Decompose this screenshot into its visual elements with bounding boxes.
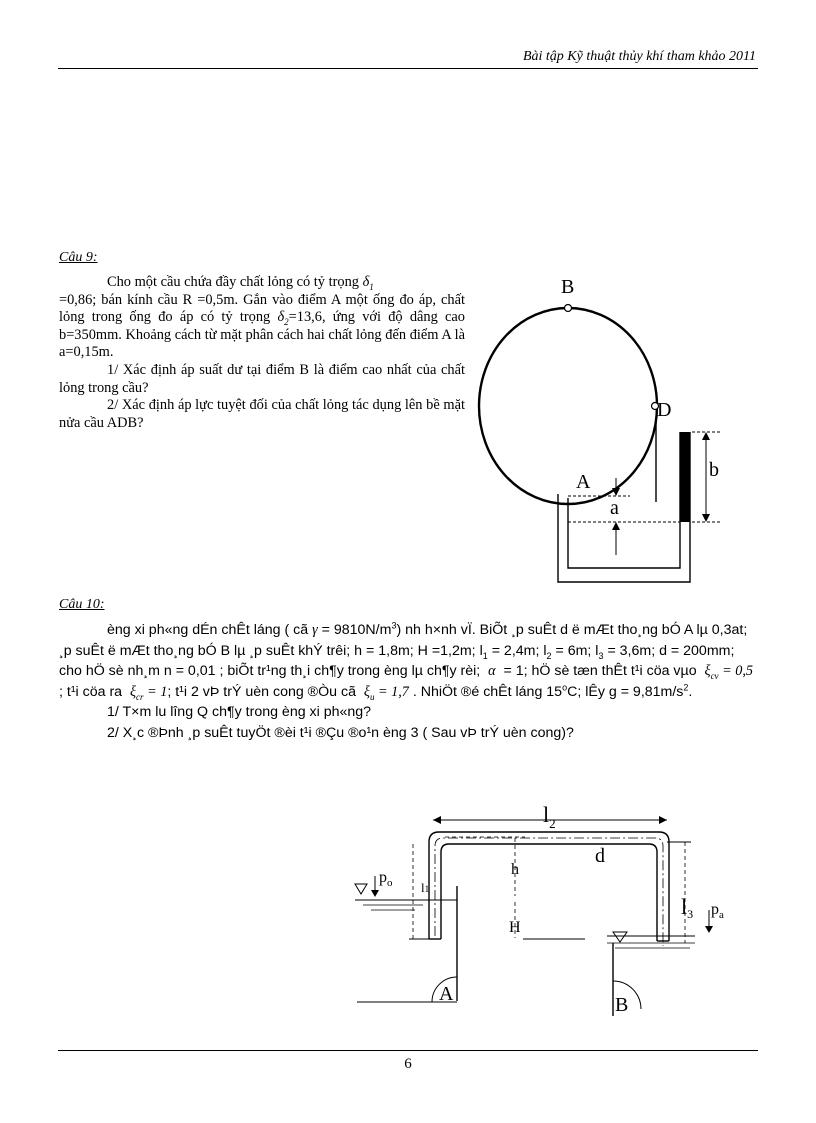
label-l2: $l_2$	[543, 802, 556, 831]
question-9-body	[59, 274, 465, 432]
question-10-body	[59, 620, 759, 743]
question-9-statement: Cho một cầu chứa đầy chất lỏng có tỷ trọng $\delta_1$ =0,86; bán kính cầu R =0,5m. Gắn vào điểm A một ống đo áp, chất lỏng trong ống đo áp có tỷ trọng $\delta_2=13,6$, ứng với độ dâng cao b=350mm. Khoảng cách từ mặt phân cách hai chất lỏng đến điểm A là a=0,15m.	[59, 274, 466, 361]
label-tank-b: B	[615, 994, 629, 1016]
delta1-symbol: $\delta_1$	[362, 274, 374, 292]
question-9-item-1: 1/ Xác định áp suất dư tại điểm B là điểm cao nhất của chất lỏng trong cầu?	[59, 361, 465, 396]
header-title: Bài tập Kỹ thuật thủy khí tham khảo 2011	[522, 49, 756, 64]
header-rule	[58, 68, 758, 69]
label-b: B	[561, 276, 575, 298]
label-tank-a: A	[439, 983, 454, 1005]
label-d: d	[595, 845, 605, 867]
question-9-item-2: 2/ Xác định áp lực tuyệt đối của chất lỏng tác dụng lên bề mặt nửa cầu ADB?	[59, 397, 465, 431]
xi-u-symbol: $\xi_u = 1,7$	[363, 683, 409, 702]
label-pa: $p_a$	[711, 901, 724, 921]
label-b-dimension: b	[709, 459, 719, 481]
label-h: h	[511, 861, 519, 878]
label-l1: l1	[421, 880, 430, 895]
page-number: 6	[404, 1056, 412, 1072]
label-l3: l3	[681, 894, 694, 921]
sphere-manometer-diagram	[470, 270, 720, 590]
question-10-statement: èng xi ph«ng dÉn chÊt láng ( cã $\gamma = 9810N/m^3$) nh h×nh vÏ. BiÕt ¸p suÊt d ë mÆt tho¸ng bÓ A lµ 0,3at; ¸p suÊt ë mÆt tho¸ng bÓ B lµ ¸p suÊt khÝ trêi; h = 1,8m; H =1,2m; $l_1 = 2,4m$; $l_2 = 6m$; $l_3 = 3,6m$; d = 200mm; cho hÖ sè nh¸m n = 0,01 ; biÕt tr¹ng th¸i ch¶y trong èng lµ ch¶y rèi; α = 1; hÖ sè tæn thÊt t¹i cöa vµo $\xi_{cv} = 0,5$ ; t¹i cöa ra $\xi_{cr} = 1$; t¹i 2 vÞ trÝ uèn cong ®Òu cã $\xi_u = 1,7$ . NhiÖt ®é chÊt láng 15$^o$C; lÊy $g = 9,81m/s^2$.	[59, 620, 753, 702]
question-10-heading: Câu 10:	[59, 597, 105, 612]
label-H: H	[509, 919, 521, 936]
label-po: $p_o$	[379, 869, 393, 889]
xi-cv-symbol: $\xi_{cv} = 0,5$	[704, 663, 753, 681]
question-10-item-2: 2/ X¸c ®Þnh ¸p suÊt tuyÖt ®èi t¹i ®Çu ®o¹n èng 3 ( Sau vÞ trÝ uèn cong)?	[107, 724, 574, 741]
label-a-dimension: a	[610, 497, 619, 519]
footer-rule	[58, 1050, 758, 1051]
pipe-inner	[441, 844, 657, 941]
siphon-diagram	[345, 802, 724, 1018]
label-a-point: A	[576, 471, 591, 493]
delta2-symbol: $\delta_2$	[277, 309, 289, 328]
label-d: D	[657, 399, 672, 421]
sphere-outline	[479, 308, 657, 504]
question-10-item-1: 1/ T×m lu lîng Q ch¶y trong èng xi ph«ng?	[107, 704, 372, 720]
manometer-outer-wall	[558, 432, 690, 582]
question-9-heading: Câu 9:	[59, 250, 98, 265]
mercury-column	[680, 432, 690, 522]
xi-cr-symbol: $\xi_{cr} = 1$	[129, 683, 168, 702]
pipe-outer	[429, 832, 669, 941]
manometer-inner-wall	[568, 432, 680, 568]
point-b-marker	[565, 305, 572, 312]
